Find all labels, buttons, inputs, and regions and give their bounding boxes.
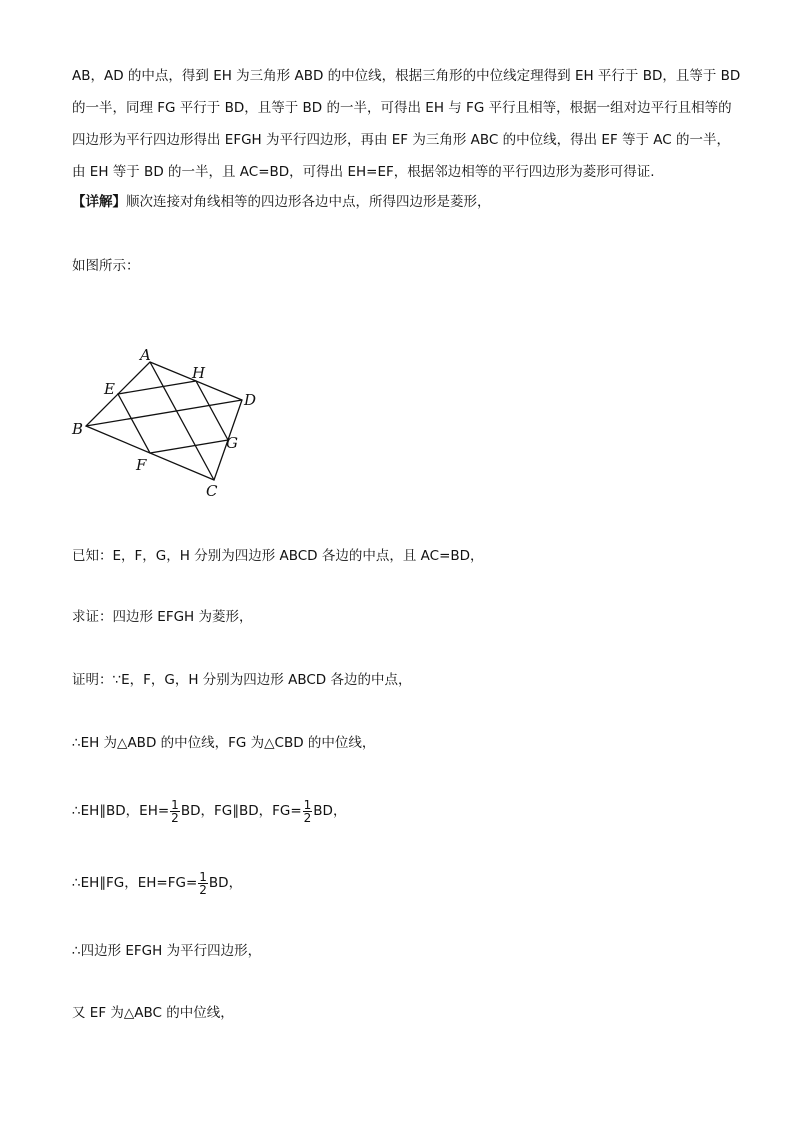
label-g: G [226, 434, 238, 452]
label-h: H [192, 364, 206, 382]
given-line: 已知：E，F，G，H 分别为四边形 ABCD 各边的中点，且 AC=BD， [72, 548, 484, 564]
proof-step-3 [72, 870, 242, 896]
fraction-half [198, 871, 208, 896]
proof-step-5: 又 EF 为△ABC 的中位线， [72, 1005, 234, 1021]
proof-step-4: ∴四边形 EFGH 为平行四边形， [72, 943, 262, 959]
label-e: E [104, 380, 115, 398]
fraction-half [170, 799, 180, 824]
step3-part-b: BD， [208, 875, 243, 891]
fraction-half [303, 799, 313, 824]
proof-step-1: ∴EH 为△ABD 的中位线，FG 为△CBD 的中位线， [72, 735, 376, 751]
detail-text: 顺次连接对角线相等的四边形各边中点，所得四边形是菱形， [126, 194, 491, 210]
proof-step-2 [72, 798, 346, 824]
fraction-numerator: 1 [171, 797, 179, 812]
label-a: A [140, 346, 151, 364]
explanation-line-1: AB，AD 的中点，得到 EH 为三角形 ABD 的中位线，根据三角形的中位线定理得到 EH 平行于 BD，且等于 BD [72, 68, 741, 84]
detail-line [72, 192, 491, 212]
step2-part-b: BD，FG∥BD，FG= [180, 803, 302, 819]
label-d: D [244, 391, 257, 409]
step2-part-a: ∴EH∥BD，EH= [72, 803, 170, 819]
fraction-denominator: 2 [199, 882, 207, 897]
step2-part-c: BD， [313, 803, 347, 819]
detail-tag: 【详解】 [72, 194, 126, 210]
fraction-numerator: 1 [199, 869, 207, 884]
explanation-line-4: 由 EH 等于 BD 的一半，且 AC=BD，可得出 EH=EF，根据邻边相等的平行四边形为菱形可得证. [72, 164, 655, 180]
label-c: C [206, 482, 218, 500]
quadrilateral-figure [66, 340, 276, 510]
fraction-denominator: 2 [171, 810, 179, 825]
fraction-numerator: 1 [303, 797, 312, 812]
proof-start-line: 证明：∵E，F，G，H 分别为四边形 ABCD 各边的中点， [72, 672, 412, 688]
step3-part-a: ∴EH∥FG，EH=FG= [72, 875, 198, 891]
quadrilateral-efgh [118, 381, 228, 453]
explanation-line-3: 四边形为平行四边形得出 EFGH 为平行四边形，再由 EF 为三角形 ABC 的中位线，得出 EF 等于 AC 的一半， [72, 132, 731, 148]
explanation-line-2: 的一半，同理 FG 平行于 BD，且等于 BD 的一半，可得出 EH 与 FG 平行且相等，根据一组对边平行且相等的 [72, 100, 732, 116]
label-b: B [72, 420, 84, 438]
fraction-denominator: 2 [303, 810, 312, 825]
as-shown-line: 如图所示： [72, 258, 140, 274]
label-f: F [136, 456, 147, 474]
prove-line: 求证：四边形 EFGH 为菱形， [72, 609, 253, 625]
